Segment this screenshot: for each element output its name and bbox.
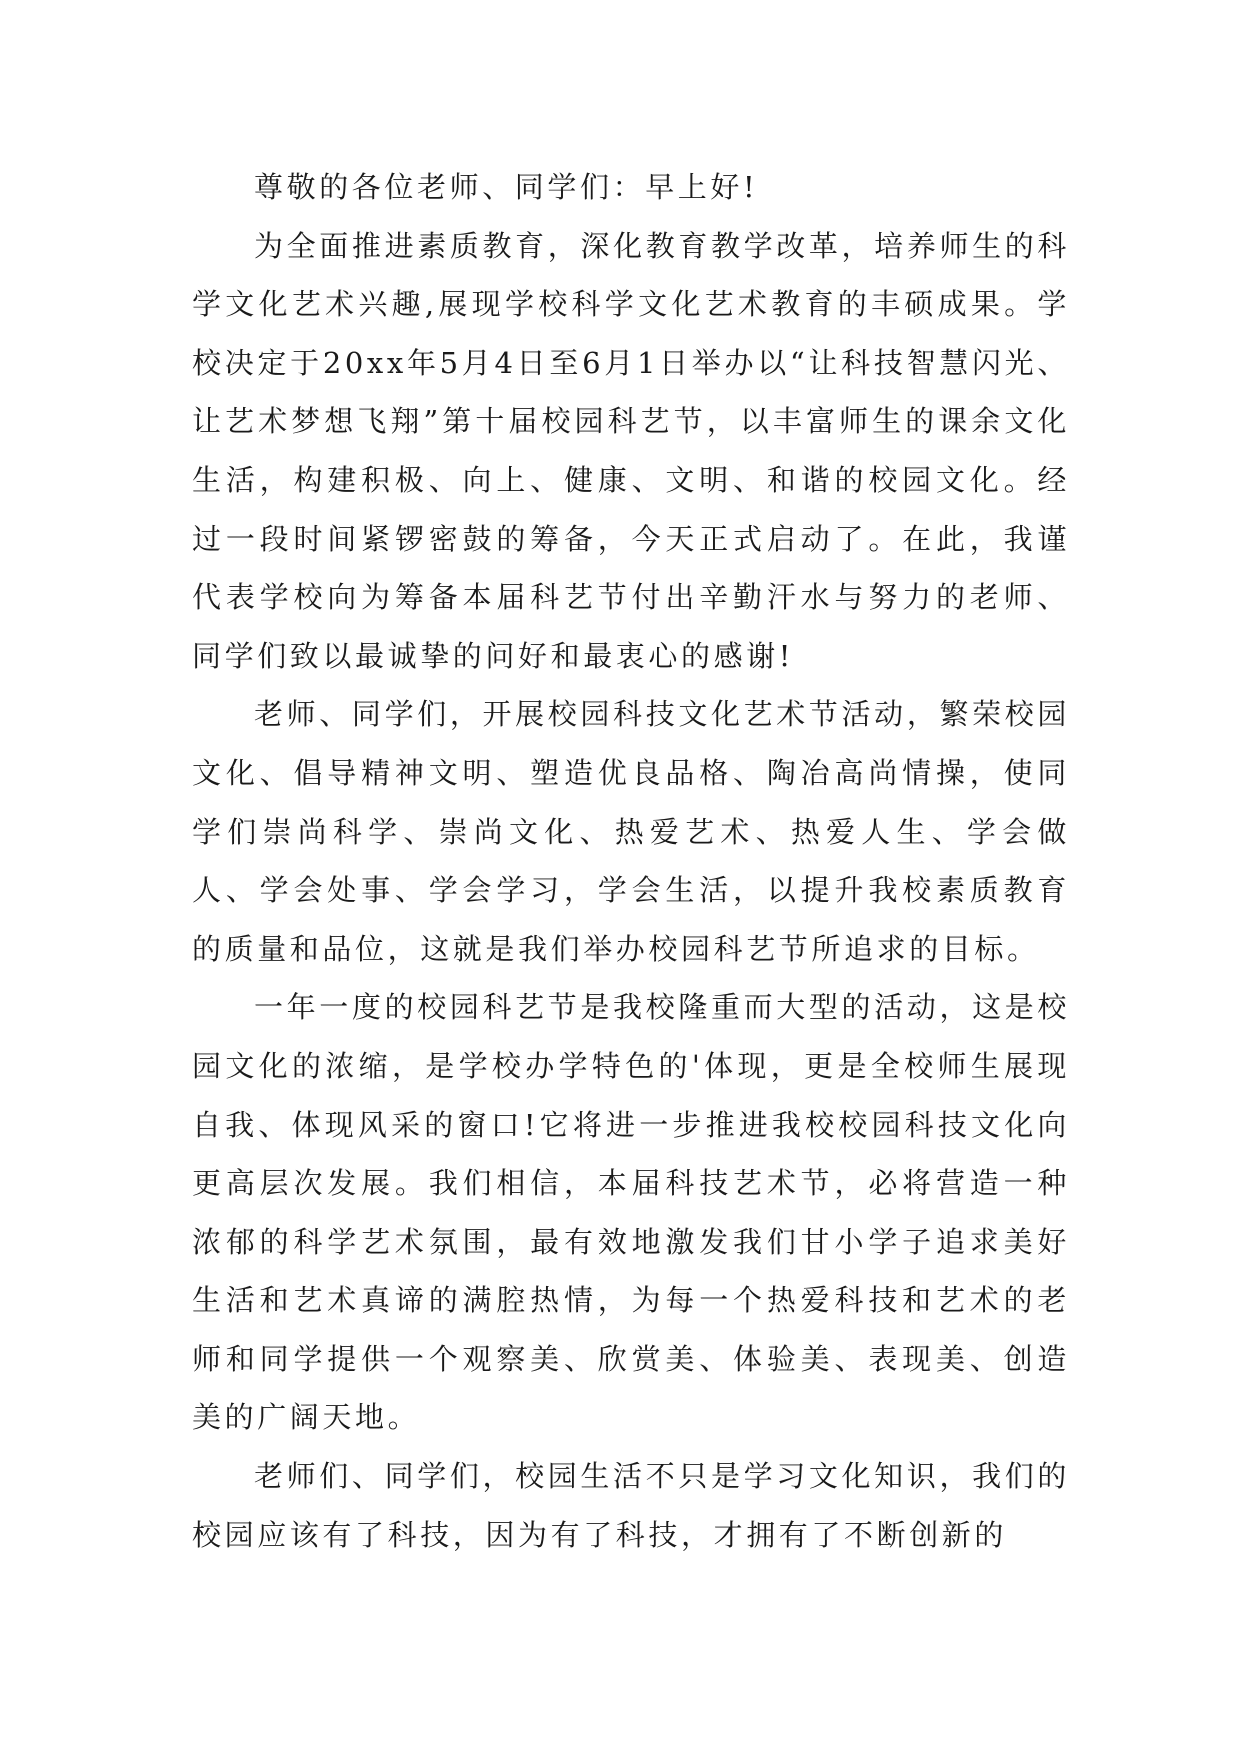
body-paragraph-4: 老师们、同学们，校园生活不只是学习文化知识，我们的校园应该有了科技，因为有了科技，才拥有了不断创新的 [192, 1459, 1070, 1552]
body-paragraph-3: 一年一度的校园科艺节是我校隆重而大型的活动，这是校园文化的浓缩，是学校办学特色的'体现，更是全校师生展现自我、体现风采的窗口!它将进一步推进我校校园科技文化向更高层次发展。我们相信，本届科技艺术节，必将营造一种浓郁的科学艺术氛围，最有效地激发我们甘小学子追求美好生活和艺术真谛的满腔热情，为每一个热爱科技和艺术的老师和同学提供一个观察美、欣赏美、体验美、表现美、创造美的广阔天地。 [192, 990, 1070, 1435]
body-paragraph-2: 老师、同学们，开展校园科技文化艺术节活动，繁荣校园文化、倡导精神文明、塑造优良品格、陶冶高尚情操，使同学们崇尚科学、崇尚文化、热爱艺术、热爱人生、学会做人、学会处事、学会学习，学会生活，以提升我校素质教育的质量和品位，这就是我们举办校园科艺节所追求的目标。 [192, 697, 1070, 966]
greeting-paragraph: 尊敬的各位老师、同学们：早上好! [254, 170, 759, 204]
body-paragraph-1: 为全面推进素质教育，深化教育教学改革，培养师生的科学文化艺术兴趣,展现学校科学文化艺术教育的丰硕成果。学校决定于20xx年5月4日至6月1日举办以“让科技智慧闪光、让艺术梦想飞翔”第十届校园科艺节，以丰富师生的课余文化生活，构建积极、向上、健康、文明、和谐的校园文化。经过一段时间紧锣密鼓的筹备，今天正式启动了。在此，我谨代表学校向为筹备本届科艺节付出辛勤汗水与努力的老师、同学们致以最诚挚的问好和最衷心的感谢! [192, 228, 1070, 673]
document-body [192, 158, 1070, 1564]
